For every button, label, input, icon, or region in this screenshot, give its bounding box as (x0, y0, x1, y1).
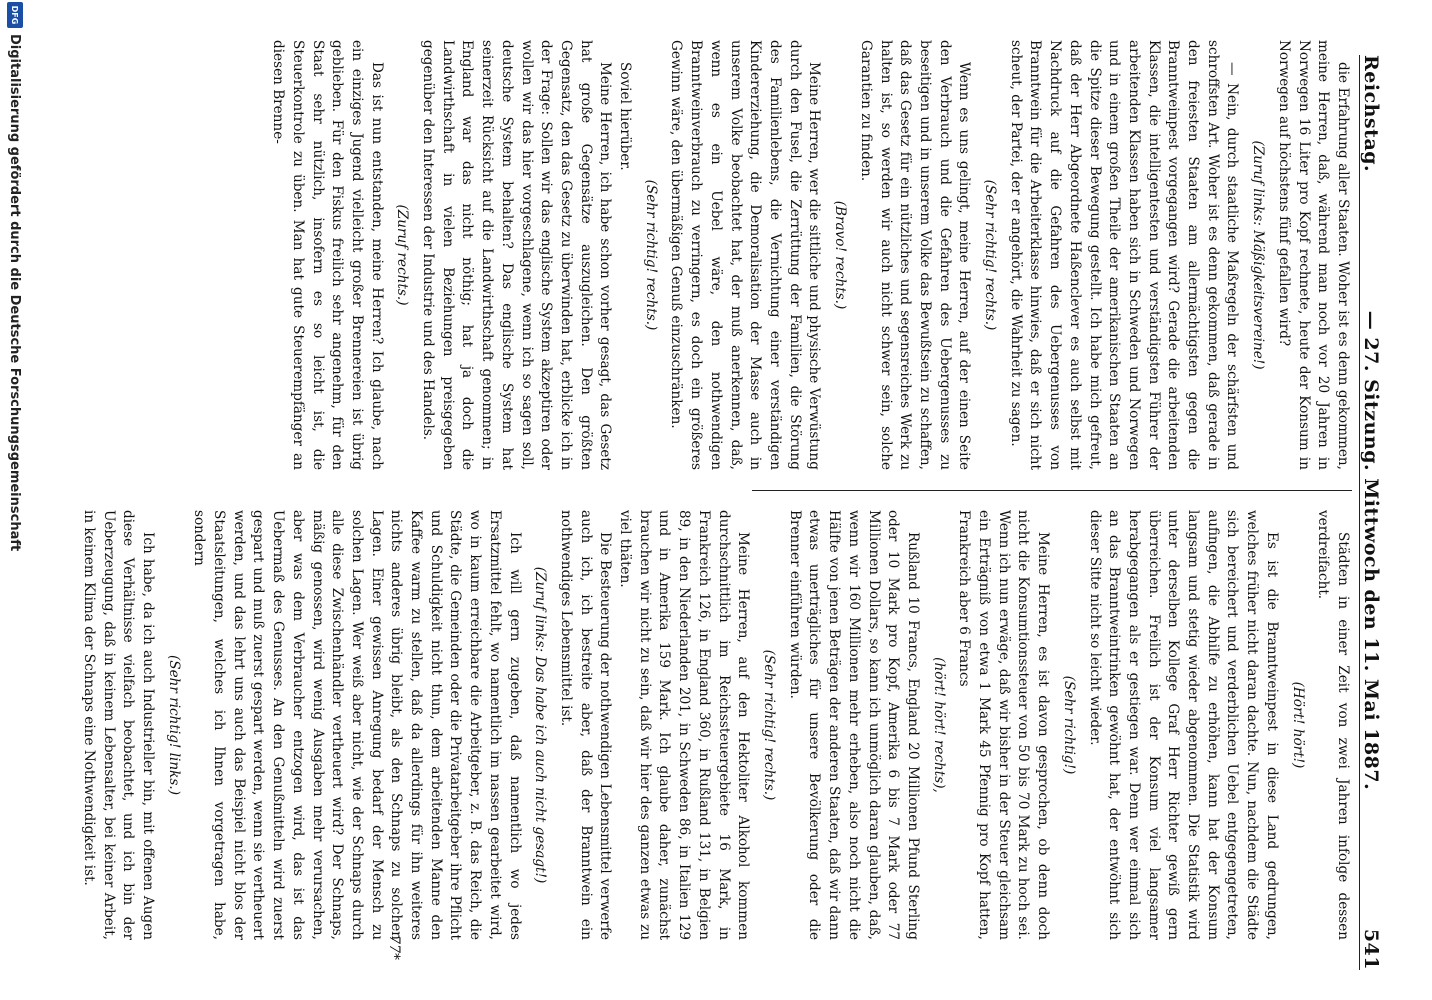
interjection: (Zuruf links: Das habe ich auch nicht gesagt!) (532, 566, 549, 884)
paragraph: Meine Herren, wer die sittliche und physische Verwüstung durch den Fusel, die Zerrüttung der Familien, die Störung des Familienlebens, die Vernichtung einer verständigen Kindererziehung, die Demoralisation der Masse auch in unserem Volke beobachtet hat, der muß anerkennen, daß, wenn es ein Uebel wäre, den nothwendigen Branntweinverbrauch zu verringern, es doch ein größeres Gewinn wäre, den übermäßigen Genuß einzuschränken. (668, 40, 823, 470)
page-header (1359, 55, 1392, 970)
paragraph: Wenn es uns gelingt, meine Herren, auf der einen Seite den Verbrauch und die Gefahren des Uebergenusses zu beseitigen und in unserem Volke das Bewußtsein zu schaffen, daß das Gesetz für ein nützliches und segensreiches Werk zu halten ist, so werden wir auch nicht schwer sein, solche Garantien zu finden. (857, 40, 973, 470)
footer-text: Digitalisierung gefördert durch die Deutsche Forschungsgemeinschaft (7, 34, 23, 552)
right-column (78, 510, 1352, 940)
page-footer (3, 0, 27, 1000)
interjection: (Hört! hört!) (1289, 681, 1306, 769)
interjection: (Sehr richtig!) (1060, 675, 1077, 775)
paragraph: Ich will gern zugeben, daß namentlich wo jedes Ersatzmittel fehlt, wo namentlich im nassen gearbeitet wird, wo in kaum erreichbare die Arbeitgeber, z. B. das Reich, die Städte, die Gemeinden oder die Privatarbeitgeber ihre Pflicht und Schuldigkeit nicht thun, dem arbeitenden Manne den Kaffee warm zu stellen, daß da allerdings für ihn weiteres nichts anderes übrig bleibt, als den Schnaps zu solchen Lagen. Einer gewissen Anregung bedarf der Mensch zu solchen Lagen. Wer weiß aber nicht, wie der Schnaps durch alle diese Zwischenhändler vertheuert wird? Der Schnaps, mäßig genossen, wird wenig Ausgaben mehr verursachen, aber was dem Verbraucher entzogen wird, das ist das Uebermaß des Genusses. An den Genußmitteln wird zuerst gespart und muß zuerst gespart werden, wenn sie vertheuert werden, und das lehrt uns auch das Beispiel nicht blos der Staatsleitungen, welches ich Ihnen vorgetragen habe, sondern (191, 510, 523, 940)
paragraph: Meine Herren, auf den Hektoliter Alkohol kommen durchschnittlich im Reichssteuergebiete 16 Mark, in Frankreich 126, in England 360, in Rußland 131, in Belgien 89, in den Niederlanden 201, in Schweden 86, in Italien 129 und in Amerika 159 Mark. Ich glaube daher, zunächst brauchen wir nicht zu sein, daß wir hier des ganzen etwas zu viel thäten. (617, 510, 752, 940)
paragraph: Ich habe, da ich auch Industrieller bin, mit offenen Augen diese Verhältnisse vielfach beobachtet, und ich bin der Ueberzeugung, daß in keinem Lebensalter, bei keiner Arbeit, in keinem Klima der Schnaps eine Nothwendigkeit ist. (80, 510, 156, 940)
paragraph: Rußland 10 Francs, England 20 Millionen Pfund Sterling oder 10 Mark pro Kopf, Amerika 6 bis 7 Mark oder 77 Millionen Dollars, so kann ich unmöglich daran glauben, daß, wenn wir 160 Millionen mehr erheben, also noch nicht die Hälfte von jenen Beträgen der anderen Staaten, daß wir dann etwas unerträgliches für unsere Bevölkerung oder die Brenner einführen würden. (786, 510, 921, 940)
signature-mark: 77* (386, 935, 402, 960)
paragraph: die Erfahrung aller Staaten. Woher ist es denn gekommen, meine Herren, daß, während man noch vor 20 Jahren in Norwegen 16 Liter pro Kopf rechnete, heute der Konsum in Norwegen auf höchstens fünf gefallen wird? (1275, 40, 1351, 470)
paragraph: Die Besteuerung der nothwendigen Lebensmittel verwerfe auch ich, ich bestreite aber, daß der Branntwein ein nothwendiges Lebensmittel ist. (557, 510, 614, 940)
interjection: (hört! hört! rechts), (930, 657, 947, 793)
interjection: (Zuruf links: Mäßigkeitsvereine!) (1250, 140, 1267, 370)
header-left: Reichstag. (1360, 55, 1382, 173)
paragraph: Städten in einer Zeit von zwei Jahren infolge dessen verdreifacht. (1315, 510, 1351, 940)
left-column (267, 40, 1352, 470)
page-number: 541 (1360, 928, 1382, 970)
interjection: (Sehr richtig! rechts.) (642, 179, 659, 331)
interjection: (Sehr richtig! rechts.) (761, 649, 778, 801)
paragraph: Meine Herren, es ist davon gesprochen, ob denn doch nicht die Konsumtionssteuer von 50 bis 70 Mark zu hoch sei. Wenn ich nun erwäge, daß wir bisher in der Steuer gleichsam ein Erträgniß von etwa 1 Mark 45 Pfennig pro Kopf hatten, Frankreich aber 6 Francs (956, 510, 1052, 940)
paragraph: Soviel hierüber. (617, 62, 634, 171)
paragraph: Es ist die Branntweinpest in diese Land gedrungen, welches früher nicht daran dachte. Nun, nachdem die Städte sich bereichert und verderblichen Uebel entgegengetreten, aufingen, die Abhilfe zu erhöhen, kann hat der Konsum langsam und stetig wieder abgenommen. Die Statistik wird unter derselben Kollege Graf Herr Richter gewiß gern überreichen. Freilich ist der Konsum viel langsamer herabgegangen als er gestiegen war. Denn wer einmal sich an das Branntweintrinken gewöhnt hat, der entwöhnt sich dieser Sitte nicht so leicht wieder. (1086, 510, 1280, 940)
interjection: (Bravo! rechts.) (832, 200, 849, 310)
header-session-date: — 27. Sitzung. Mittwoch den 11. Mai 1887. (1360, 310, 1382, 791)
interjection: (Sehr richtig! links.) (165, 654, 182, 796)
column-divider (752, 490, 1352, 491)
paragraph: Das ist nun entstanden, meine Herren? Ich glaube, nach ein einziges Jugend vielleicht großer Brennereien ist übrig geblieben. Für den Fiskus freilich sehr angenehm, für den Staat sehr nützlich, insofern es so leicht ist, die Steuerkontrole zu üben. Man hat gute Steuerempfänger an diesen Brenne- (270, 40, 385, 470)
dfg-logo: DFG (7, 2, 23, 28)
interjection: (Zuruf rechts.) (394, 204, 411, 306)
paragraph: Meine Herren, ich habe schon vorher gesagt, das Gesetz hat große Gegensätze auszugleichen. Den größten Gegensatz, den das Gesetz zu überwinden hat, erblicke ich in der Frage: Sollen wir das englische System akzeptiren oder wollen wir das hier vorgeschlagene, wenn ich so sagen soll, deutsche System behalten? Das englische System hat seinerzeit Rücksicht auf die Landwirthschaft genommen; in England war das nicht nöthig; hat ja doch die Landwirthschaft in vielen Beziehungen preisgegeben gegenüber den Interessen der Industrie und des Handels. (420, 40, 614, 470)
interjection: (Sehr richtig! rechts.) (982, 179, 999, 331)
paragraph: — Nein, durch staatliche Maßregeln der schärfsten und schroffsten Art. Woher ist es denn gekommen, daß gerade in den freiesten Staaten am allermächtigsten gegen die Branntweinpest vorgegangen wird? Gerade die arbeitenden Klassen, die intelligentesten und verständigsten Führer der arbeitenden Klassen haben sich in Schweden und Norwegen und in einem großen Theile der amerikanischen Staaten an die Spitze dieser Bewegung gestellt. Ich habe mich gefreut, daß der Herr Abgeordnete Haßenclever es auch selbst mit Nachdruck auf die Gefahren des Uebergenusses von Branntwein für die Arbeiterklasse hinwies, daß er sich nicht scheut, der Partei, der er angehört, die Wahrheit zu sagen. (1007, 40, 1241, 470)
